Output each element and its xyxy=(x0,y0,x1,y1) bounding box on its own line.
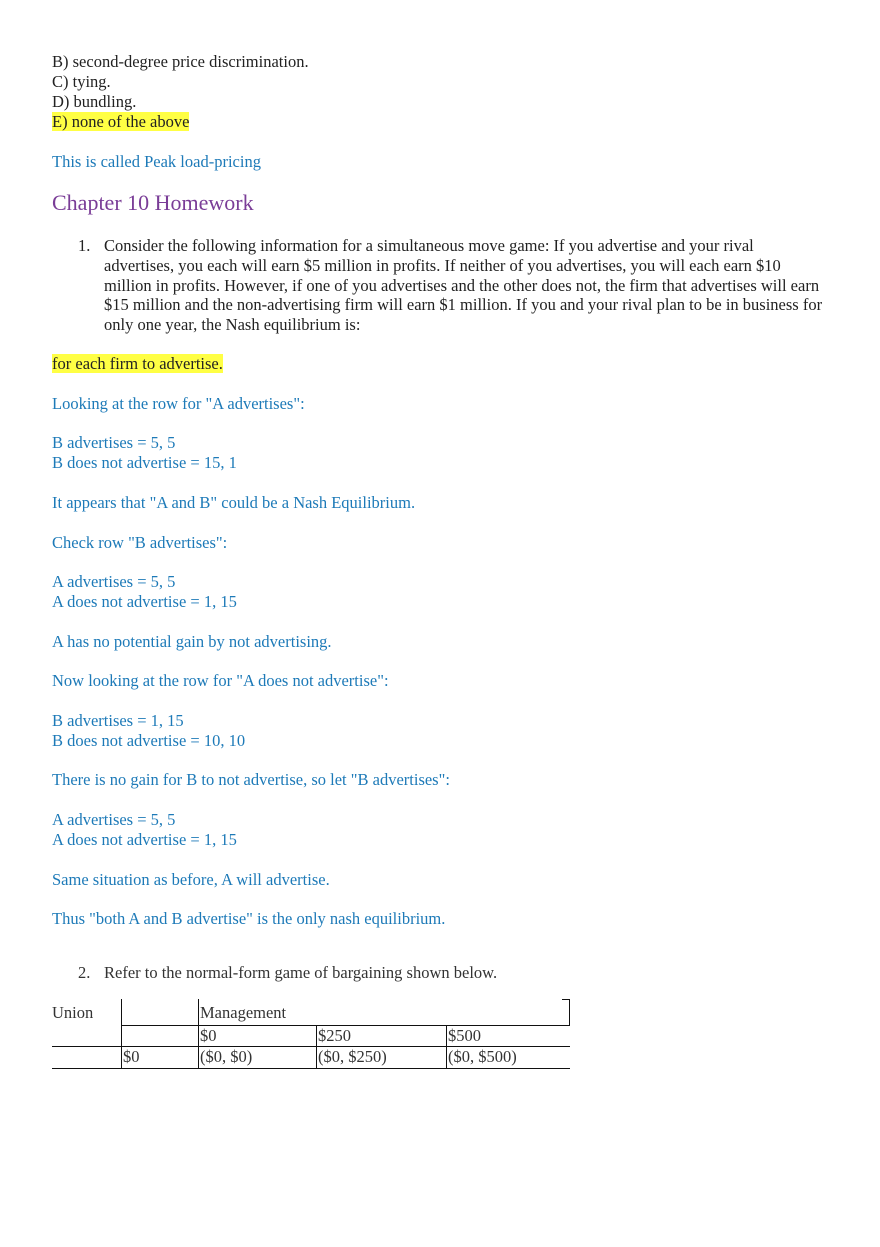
explanation-line: There is no gain for B to not advertise, so let "B advertises": xyxy=(52,770,450,789)
highlighted-answer: E) none of the above xyxy=(52,112,190,131)
table-rule xyxy=(52,1068,570,1069)
explanation-text: This is called Peak load-pricing xyxy=(52,152,261,171)
option-b: B) second-degree price discrimination. xyxy=(52,52,309,71)
explanation-line: B advertises = 5, 5 xyxy=(52,433,176,452)
question-text: Consider the following information for a simultaneous move game: If you advertise and your rival advertises, you each will earn $5 million in profits. If neither of you advertises, you will each earn $10 million in profits. However, if one of you advertises and the other does not, the firm that advertises will earn $15 million and the non-advertising firm will earn $1 million. If you and your rival plan to be in business for only one year, the Nash equilibrium is: xyxy=(104,236,823,335)
explanation-line: Thus "both A and B advertise" is the only nash equilibrium. xyxy=(52,909,446,928)
col-player-label: Management xyxy=(200,1003,287,1022)
explanation-line: A has no potential gain by not advertising. xyxy=(52,632,332,651)
table-rule xyxy=(316,1025,317,1068)
row-player-label: Union xyxy=(52,1003,94,1022)
table-rule xyxy=(198,999,199,1068)
q1-answer xyxy=(52,354,223,374)
question-number: 1. xyxy=(78,236,91,255)
table-rule xyxy=(121,999,122,1068)
explanation-line: A advertises = 5, 5 xyxy=(52,572,176,591)
table-cell: ($0, $500) xyxy=(448,1047,517,1066)
explanation-line: It appears that "A and B" could be a Nash Equilibrium. xyxy=(52,493,416,512)
option-e-selected xyxy=(52,112,189,132)
option-c: C) tying. xyxy=(52,72,111,91)
table-cell: ($0, $250) xyxy=(318,1047,387,1066)
question-text: Refer to the normal-form game of bargaining shown below. xyxy=(104,963,498,982)
explanation-line: B does not advertise = 15, 1 xyxy=(52,453,237,472)
question-number: 2. xyxy=(78,963,91,982)
explanation-line: A does not advertise = 1, 15 xyxy=(52,592,237,611)
explanation-line: Check row "B advertises": xyxy=(52,533,228,552)
table-cell: ($0, $0) xyxy=(200,1047,253,1066)
explanation-line: Same situation as before, A will advertise. xyxy=(52,870,330,889)
highlighted-answer: for each firm to advertise. xyxy=(52,354,223,373)
table-rule xyxy=(569,999,570,1026)
chapter-heading: Chapter 10 Homework xyxy=(52,190,254,215)
explanation-line: Now looking at the row for "A does not advertise": xyxy=(52,671,389,690)
row-header: $0 xyxy=(123,1047,140,1066)
explanation-line: B does not advertise = 10, 10 xyxy=(52,731,246,750)
col-header: $500 xyxy=(448,1026,481,1045)
col-header: $250 xyxy=(318,1026,351,1045)
explanation-line: Looking at the row for "A advertises": xyxy=(52,394,305,413)
question-1 xyxy=(52,236,832,335)
table-rule xyxy=(446,1025,447,1068)
explanation-line: A advertises = 5, 5 xyxy=(52,810,176,829)
explanation-line: B advertises = 1, 15 xyxy=(52,711,184,730)
question-2 xyxy=(52,963,497,983)
option-d: D) bundling. xyxy=(52,92,137,111)
col-header: $0 xyxy=(200,1026,217,1045)
explanation-line: A does not advertise = 1, 15 xyxy=(52,830,237,849)
